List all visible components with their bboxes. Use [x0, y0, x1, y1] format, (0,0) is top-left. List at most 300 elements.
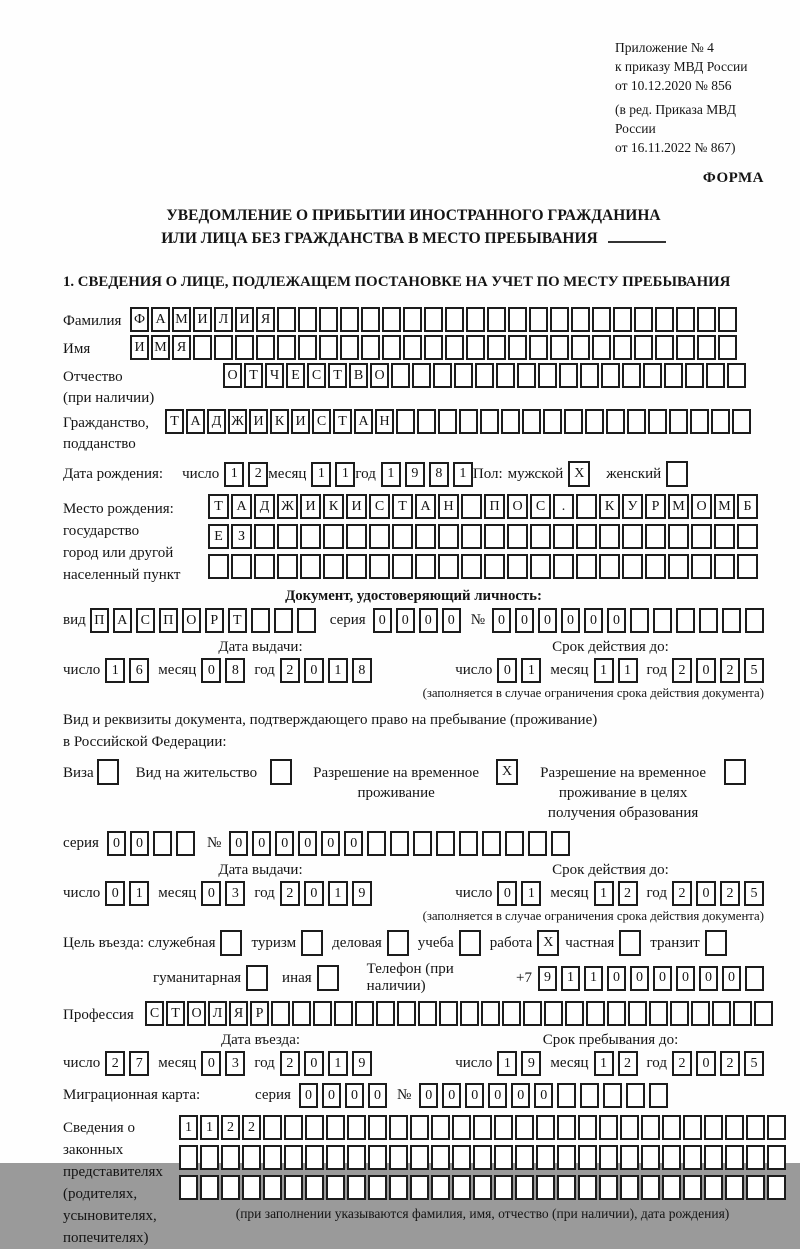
- char-box[interactable]: [466, 335, 485, 360]
- char-box[interactable]: [530, 554, 551, 579]
- char-box[interactable]: Т: [228, 608, 247, 633]
- char-box[interactable]: [368, 1145, 387, 1170]
- char-box[interactable]: 2: [618, 1051, 638, 1076]
- char-box[interactable]: [507, 524, 528, 549]
- char-box[interactable]: [714, 554, 735, 579]
- char-box[interactable]: [522, 409, 541, 434]
- char-box[interactable]: 3: [225, 1051, 245, 1076]
- char-box[interactable]: [431, 1175, 450, 1200]
- char-box[interactable]: [326, 1175, 345, 1200]
- char-box[interactable]: [494, 1175, 513, 1200]
- char-box[interactable]: [620, 1145, 639, 1170]
- char-box[interactable]: [461, 524, 482, 549]
- char-box[interactable]: И: [346, 494, 367, 519]
- char-box[interactable]: [436, 831, 455, 856]
- char-box[interactable]: 0: [492, 608, 511, 633]
- char-box[interactable]: [691, 524, 712, 549]
- char-box[interactable]: 8: [429, 462, 449, 487]
- char-box[interactable]: У: [622, 494, 643, 519]
- char-box[interactable]: 0: [488, 1083, 507, 1108]
- char-box[interactable]: [481, 1001, 500, 1026]
- char-box[interactable]: [634, 307, 653, 332]
- char-box[interactable]: [473, 1145, 492, 1170]
- sex-female-checkbox[interactable]: [666, 461, 688, 487]
- char-box[interactable]: О: [507, 494, 528, 519]
- char-box[interactable]: 2: [720, 658, 740, 683]
- char-box[interactable]: [179, 1175, 198, 1200]
- char-box[interactable]: [529, 307, 548, 332]
- char-box[interactable]: [699, 608, 718, 633]
- char-box[interactable]: [543, 409, 562, 434]
- char-box[interactable]: [550, 307, 569, 332]
- char-box[interactable]: [697, 335, 716, 360]
- char-box[interactable]: 9: [405, 462, 425, 487]
- char-box[interactable]: 0: [561, 608, 580, 633]
- char-box[interactable]: [706, 363, 725, 388]
- char-box[interactable]: [277, 307, 296, 332]
- char-box[interactable]: [413, 831, 432, 856]
- char-box[interactable]: [530, 524, 551, 549]
- char-box[interactable]: 0: [676, 966, 695, 991]
- char-box[interactable]: Я: [229, 1001, 248, 1026]
- char-box[interactable]: 0: [696, 658, 716, 683]
- char-box[interactable]: [254, 554, 275, 579]
- char-box[interactable]: [487, 335, 506, 360]
- char-box[interactable]: 1: [200, 1115, 219, 1140]
- char-box[interactable]: 0: [368, 1083, 387, 1108]
- char-box[interactable]: 2: [280, 881, 300, 906]
- char-box[interactable]: 0: [699, 966, 718, 991]
- char-box[interactable]: [613, 307, 632, 332]
- char-box[interactable]: 0: [304, 881, 324, 906]
- char-box[interactable]: [508, 335, 527, 360]
- char-box[interactable]: .: [553, 494, 574, 519]
- char-box[interactable]: [452, 1145, 471, 1170]
- char-box[interactable]: [313, 1001, 332, 1026]
- char-box[interactable]: [319, 307, 338, 332]
- char-box[interactable]: 9: [352, 881, 372, 906]
- char-box[interactable]: [557, 1083, 576, 1108]
- char-box[interactable]: 0: [442, 1083, 461, 1108]
- char-box[interactable]: О: [223, 363, 242, 388]
- char-box[interactable]: [382, 307, 401, 332]
- char-box[interactable]: 0: [321, 831, 340, 856]
- char-box[interactable]: [592, 335, 611, 360]
- char-box[interactable]: Т: [392, 494, 413, 519]
- char-box[interactable]: [326, 1115, 345, 1140]
- char-box[interactable]: 0: [373, 608, 392, 633]
- char-box[interactable]: [235, 335, 254, 360]
- char-box[interactable]: [397, 1001, 416, 1026]
- char-box[interactable]: [460, 1001, 479, 1026]
- char-box[interactable]: [494, 1145, 513, 1170]
- purpose-study-checkbox[interactable]: [459, 930, 481, 956]
- char-box[interactable]: Л: [214, 307, 233, 332]
- char-box[interactable]: К: [599, 494, 620, 519]
- char-box[interactable]: [438, 554, 459, 579]
- char-box[interactable]: [745, 966, 764, 991]
- char-box[interactable]: 1: [311, 462, 331, 487]
- char-box[interactable]: [277, 335, 296, 360]
- char-box[interactable]: 2: [672, 658, 692, 683]
- char-box[interactable]: О: [187, 1001, 206, 1026]
- char-box[interactable]: [641, 1145, 660, 1170]
- char-box[interactable]: [643, 363, 662, 388]
- char-box[interactable]: [622, 363, 641, 388]
- char-box[interactable]: [392, 524, 413, 549]
- char-box[interactable]: [346, 524, 367, 549]
- char-box[interactable]: [305, 1175, 324, 1200]
- char-box[interactable]: [475, 363, 494, 388]
- char-box[interactable]: [242, 1175, 261, 1200]
- char-box[interactable]: [670, 1001, 689, 1026]
- char-box[interactable]: [767, 1175, 786, 1200]
- char-box[interactable]: [551, 831, 570, 856]
- char-box[interactable]: [214, 335, 233, 360]
- char-box[interactable]: [669, 409, 688, 434]
- char-box[interactable]: [691, 554, 712, 579]
- char-box[interactable]: [767, 1145, 786, 1170]
- char-box[interactable]: Т: [244, 363, 263, 388]
- char-box[interactable]: 6: [129, 658, 149, 683]
- char-box[interactable]: Т: [333, 409, 352, 434]
- char-box[interactable]: [389, 1145, 408, 1170]
- char-box[interactable]: С: [307, 363, 326, 388]
- char-box[interactable]: 1: [453, 462, 473, 487]
- char-box[interactable]: [369, 524, 390, 549]
- char-box[interactable]: [368, 1175, 387, 1200]
- char-box[interactable]: [712, 1001, 731, 1026]
- char-box[interactable]: [284, 1175, 303, 1200]
- char-box[interactable]: [494, 1115, 513, 1140]
- char-box[interactable]: 1: [129, 881, 149, 906]
- char-box[interactable]: 2: [280, 658, 300, 683]
- char-box[interactable]: 0: [298, 831, 317, 856]
- char-box[interactable]: 0: [419, 1083, 438, 1108]
- char-box[interactable]: [334, 1001, 353, 1026]
- char-box[interactable]: [630, 608, 649, 633]
- char-box[interactable]: К: [323, 494, 344, 519]
- char-box[interactable]: [523, 1001, 542, 1026]
- purpose-official-checkbox[interactable]: [220, 930, 242, 956]
- char-box[interactable]: С: [312, 409, 331, 434]
- char-box[interactable]: 1: [618, 658, 638, 683]
- char-box[interactable]: [559, 363, 578, 388]
- char-box[interactable]: Е: [286, 363, 305, 388]
- char-box[interactable]: 1: [521, 658, 541, 683]
- char-box[interactable]: 0: [419, 608, 438, 633]
- char-box[interactable]: М: [668, 494, 689, 519]
- char-box[interactable]: 0: [344, 831, 363, 856]
- char-box[interactable]: 0: [511, 1083, 530, 1108]
- char-box[interactable]: Л: [208, 1001, 227, 1026]
- char-box[interactable]: [664, 363, 683, 388]
- char-box[interactable]: [536, 1175, 555, 1200]
- char-box[interactable]: [369, 554, 390, 579]
- char-box[interactable]: [487, 307, 506, 332]
- char-box[interactable]: [634, 335, 653, 360]
- char-box[interactable]: [361, 335, 380, 360]
- char-box[interactable]: Д: [207, 409, 226, 434]
- char-box[interactable]: [256, 335, 275, 360]
- char-box[interactable]: [277, 524, 298, 549]
- char-box[interactable]: Р: [645, 494, 666, 519]
- char-box[interactable]: [668, 554, 689, 579]
- char-box[interactable]: [263, 1115, 282, 1140]
- char-box[interactable]: П: [159, 608, 178, 633]
- char-box[interactable]: З: [231, 524, 252, 549]
- char-box[interactable]: [459, 831, 478, 856]
- char-box[interactable]: 0: [304, 658, 324, 683]
- char-box[interactable]: И: [235, 307, 254, 332]
- char-box[interactable]: [662, 1145, 681, 1170]
- char-box[interactable]: [683, 1175, 702, 1200]
- char-box[interactable]: 1: [328, 881, 348, 906]
- char-box[interactable]: [153, 831, 172, 856]
- char-box[interactable]: [576, 554, 597, 579]
- char-box[interactable]: [655, 335, 674, 360]
- char-box[interactable]: [714, 524, 735, 549]
- char-box[interactable]: И: [130, 335, 149, 360]
- char-box[interactable]: [438, 409, 457, 434]
- char-box[interactable]: Т: [165, 409, 184, 434]
- char-box[interactable]: [564, 409, 583, 434]
- char-box[interactable]: [746, 1175, 765, 1200]
- char-box[interactable]: [415, 524, 436, 549]
- char-box[interactable]: К: [270, 409, 289, 434]
- char-box[interactable]: [599, 1145, 618, 1170]
- char-box[interactable]: [431, 1115, 450, 1140]
- char-box[interactable]: П: [484, 494, 505, 519]
- purpose-work-checkbox[interactable]: X: [537, 930, 559, 956]
- char-box[interactable]: [431, 1145, 450, 1170]
- char-box[interactable]: 0: [396, 608, 415, 633]
- char-box[interactable]: М: [714, 494, 735, 519]
- char-box[interactable]: А: [231, 494, 252, 519]
- char-box[interactable]: [284, 1115, 303, 1140]
- char-box[interactable]: [410, 1145, 429, 1170]
- char-box[interactable]: [515, 1115, 534, 1140]
- char-box[interactable]: [254, 524, 275, 549]
- char-box[interactable]: [704, 1145, 723, 1170]
- char-box[interactable]: А: [186, 409, 205, 434]
- purpose-transit-checkbox[interactable]: [705, 930, 727, 956]
- char-box[interactable]: Е: [208, 524, 229, 549]
- char-box[interactable]: [745, 608, 764, 633]
- char-box[interactable]: [403, 307, 422, 332]
- char-box[interactable]: А: [415, 494, 436, 519]
- char-box[interactable]: [300, 554, 321, 579]
- char-box[interactable]: 5: [744, 658, 764, 683]
- char-box[interactable]: [340, 335, 359, 360]
- char-box[interactable]: 7: [129, 1051, 149, 1076]
- char-box[interactable]: [517, 363, 536, 388]
- char-box[interactable]: [390, 831, 409, 856]
- char-box[interactable]: [585, 409, 604, 434]
- char-box[interactable]: [601, 363, 620, 388]
- char-box[interactable]: [403, 335, 422, 360]
- char-box[interactable]: [599, 554, 620, 579]
- char-box[interactable]: [263, 1145, 282, 1170]
- char-box[interactable]: 0: [534, 1083, 553, 1108]
- char-box[interactable]: [746, 1145, 765, 1170]
- char-box[interactable]: [606, 409, 625, 434]
- char-box[interactable]: [271, 1001, 290, 1026]
- char-box[interactable]: [733, 1001, 752, 1026]
- char-box[interactable]: [622, 554, 643, 579]
- char-box[interactable]: 1: [521, 881, 541, 906]
- char-box[interactable]: С: [145, 1001, 164, 1026]
- char-box[interactable]: 0: [130, 831, 149, 856]
- char-box[interactable]: [722, 608, 741, 633]
- char-box[interactable]: [607, 1001, 626, 1026]
- char-box[interactable]: [576, 494, 597, 519]
- char-box[interactable]: 0: [201, 658, 221, 683]
- char-box[interactable]: 2: [248, 462, 268, 487]
- char-box[interactable]: [297, 608, 316, 633]
- char-box[interactable]: [347, 1145, 366, 1170]
- char-box[interactable]: [389, 1115, 408, 1140]
- char-box[interactable]: 0: [630, 966, 649, 991]
- char-box[interactable]: [319, 335, 338, 360]
- char-box[interactable]: [179, 1145, 198, 1170]
- char-box[interactable]: [480, 409, 499, 434]
- char-box[interactable]: С: [136, 608, 155, 633]
- char-box[interactable]: [697, 307, 716, 332]
- purpose-humanitarian-checkbox[interactable]: [246, 965, 268, 991]
- char-box[interactable]: Б: [737, 494, 758, 519]
- char-box[interactable]: [389, 1175, 408, 1200]
- char-box[interactable]: [553, 524, 574, 549]
- char-box[interactable]: [645, 524, 666, 549]
- char-box[interactable]: [599, 524, 620, 549]
- char-box[interactable]: 0: [299, 1083, 318, 1108]
- char-box[interactable]: 0: [696, 1051, 716, 1076]
- char-box[interactable]: [396, 409, 415, 434]
- char-box[interactable]: 1: [179, 1115, 198, 1140]
- char-box[interactable]: [392, 554, 413, 579]
- char-box[interactable]: [439, 1001, 458, 1026]
- char-box[interactable]: [732, 409, 751, 434]
- char-box[interactable]: 0: [322, 1083, 341, 1108]
- char-box[interactable]: 0: [696, 881, 716, 906]
- char-box[interactable]: И: [249, 409, 268, 434]
- char-box[interactable]: [298, 335, 317, 360]
- char-box[interactable]: [361, 307, 380, 332]
- char-box[interactable]: [473, 1175, 492, 1200]
- char-box[interactable]: [578, 1175, 597, 1200]
- char-box[interactable]: [613, 335, 632, 360]
- char-box[interactable]: 9: [352, 1051, 372, 1076]
- char-box[interactable]: М: [172, 307, 191, 332]
- char-box[interactable]: А: [354, 409, 373, 434]
- char-box[interactable]: [221, 1145, 240, 1170]
- char-box[interactable]: [251, 608, 270, 633]
- char-box[interactable]: [221, 1175, 240, 1200]
- char-box[interactable]: [578, 1145, 597, 1170]
- char-box[interactable]: А: [151, 307, 170, 332]
- char-box[interactable]: [641, 1175, 660, 1200]
- char-box[interactable]: [648, 409, 667, 434]
- char-box[interactable]: 0: [515, 608, 534, 633]
- char-box[interactable]: [300, 524, 321, 549]
- char-box[interactable]: [599, 1115, 618, 1140]
- char-box[interactable]: Н: [438, 494, 459, 519]
- char-box[interactable]: [538, 363, 557, 388]
- char-box[interactable]: [452, 1115, 471, 1140]
- char-box[interactable]: 1: [594, 1051, 614, 1076]
- char-box[interactable]: [599, 1175, 618, 1200]
- char-box[interactable]: 8: [352, 658, 372, 683]
- char-box[interactable]: [628, 1001, 647, 1026]
- char-box[interactable]: [737, 524, 758, 549]
- char-box[interactable]: 5: [744, 881, 764, 906]
- char-box[interactable]: 0: [345, 1083, 364, 1108]
- char-box[interactable]: [676, 335, 695, 360]
- char-box[interactable]: [727, 363, 746, 388]
- char-box[interactable]: [424, 335, 443, 360]
- char-box[interactable]: [746, 1115, 765, 1140]
- char-box[interactable]: И: [300, 494, 321, 519]
- char-box[interactable]: [627, 409, 646, 434]
- char-box[interactable]: Т: [328, 363, 347, 388]
- char-box[interactable]: С: [369, 494, 390, 519]
- char-box[interactable]: [305, 1145, 324, 1170]
- char-box[interactable]: [557, 1115, 576, 1140]
- char-box[interactable]: 9: [521, 1051, 541, 1076]
- char-box[interactable]: [536, 1145, 555, 1170]
- char-box[interactable]: [571, 335, 590, 360]
- rvp-education-checkbox[interactable]: [724, 759, 746, 785]
- char-box[interactable]: [466, 307, 485, 332]
- char-box[interactable]: [515, 1175, 534, 1200]
- char-box[interactable]: [412, 363, 431, 388]
- char-box[interactable]: [277, 554, 298, 579]
- char-box[interactable]: [725, 1115, 744, 1140]
- char-box[interactable]: 5: [744, 1051, 764, 1076]
- char-box[interactable]: [725, 1145, 744, 1170]
- char-box[interactable]: 1: [105, 658, 125, 683]
- purpose-private-checkbox[interactable]: [619, 930, 641, 956]
- char-box[interactable]: 0: [107, 831, 126, 856]
- char-box[interactable]: В: [349, 363, 368, 388]
- char-box[interactable]: 0: [105, 881, 125, 906]
- char-box[interactable]: 0: [442, 608, 461, 633]
- rvp-checkbox[interactable]: X: [496, 759, 518, 785]
- char-box[interactable]: [355, 1001, 374, 1026]
- char-box[interactable]: О: [370, 363, 389, 388]
- char-box[interactable]: [529, 335, 548, 360]
- char-box[interactable]: О: [182, 608, 201, 633]
- char-box[interactable]: [711, 409, 730, 434]
- char-box[interactable]: И: [291, 409, 310, 434]
- purpose-business-checkbox[interactable]: [387, 930, 409, 956]
- char-box[interactable]: [484, 524, 505, 549]
- char-box[interactable]: [691, 1001, 710, 1026]
- char-box[interactable]: Н: [375, 409, 394, 434]
- char-box[interactable]: [368, 1115, 387, 1140]
- char-box[interactable]: [536, 1115, 555, 1140]
- char-box[interactable]: [176, 831, 195, 856]
- char-box[interactable]: [292, 1001, 311, 1026]
- char-box[interactable]: 1: [328, 658, 348, 683]
- char-box[interactable]: [340, 307, 359, 332]
- char-box[interactable]: А: [113, 608, 132, 633]
- char-box[interactable]: Я: [172, 335, 191, 360]
- char-box[interactable]: [515, 1145, 534, 1170]
- char-box[interactable]: 0: [304, 1051, 324, 1076]
- char-box[interactable]: [417, 409, 436, 434]
